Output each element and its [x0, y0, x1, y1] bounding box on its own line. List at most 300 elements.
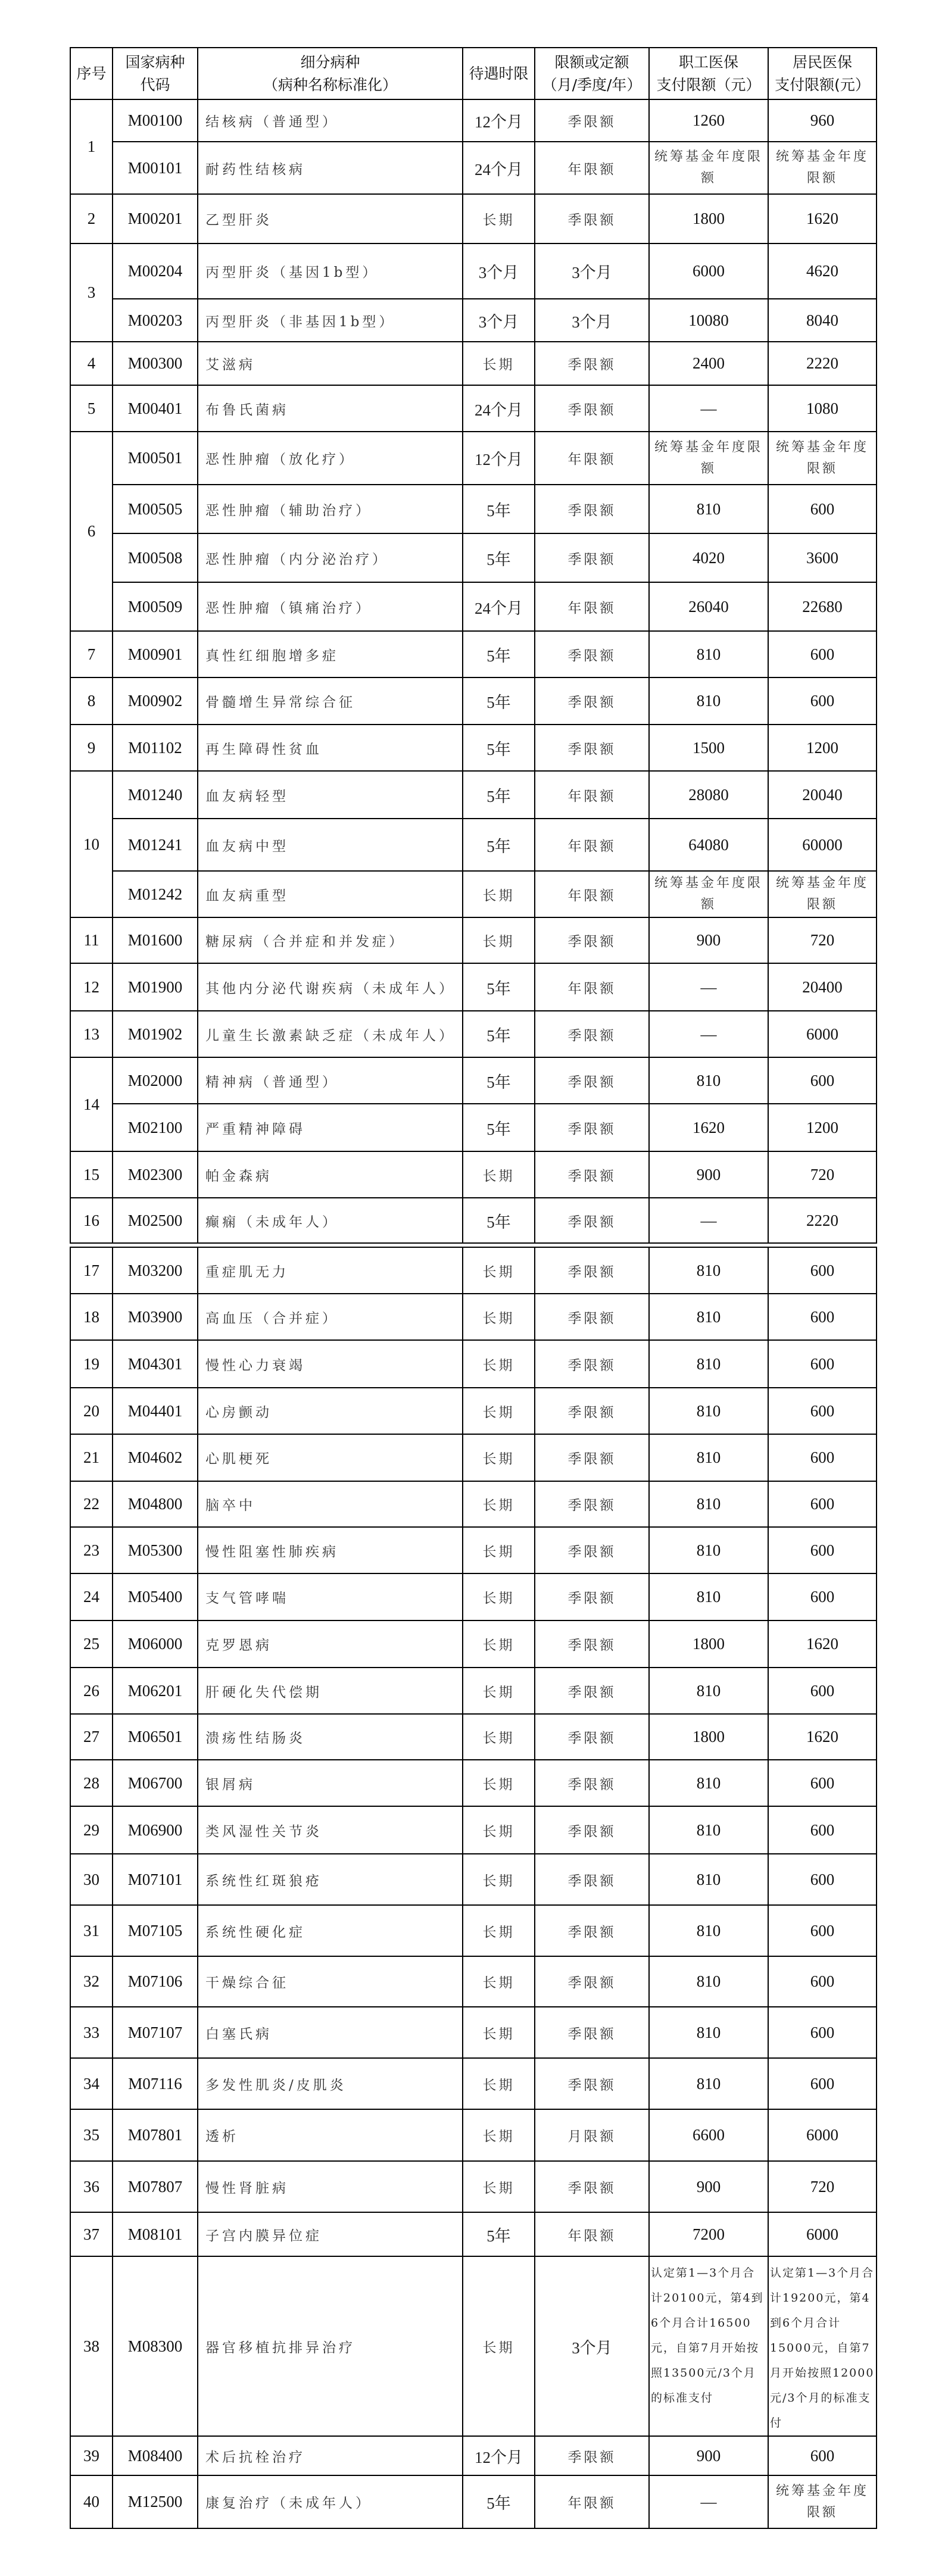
limit-type-cell: 季限额: [535, 1294, 649, 1340]
seq-cell: 9: [70, 725, 113, 771]
disease-name-cell: 帕金森病: [198, 1151, 463, 1198]
period-cell: 长期: [463, 1247, 535, 1294]
employee-limit-cell: 900: [649, 2436, 768, 2475]
limit-type-cell: 年限额: [535, 2212, 649, 2256]
limit-type-cell: 年限额: [535, 963, 649, 1011]
disease-name-cell: 精神病（普通型）: [198, 1057, 463, 1104]
period-cell: 长期: [463, 1434, 535, 1481]
disease-name-cell: 严重精神障碍: [198, 1104, 463, 1151]
seq-cell: 33: [70, 2007, 113, 2058]
table-row: [70, 432, 877, 485]
code-cell: M00902: [113, 677, 198, 725]
employee-limit-cell: 2400: [649, 342, 768, 385]
table-row: [70, 1905, 877, 1956]
code-cell: M06000: [113, 1620, 198, 1668]
code-cell: M01900: [113, 963, 198, 1011]
resident-limit-cell: 600: [768, 1057, 877, 1104]
disease-name-cell: 高血压（合并症）: [198, 1294, 463, 1340]
period-cell: 长期: [463, 1956, 535, 2007]
seq-cell: 11: [70, 917, 113, 963]
period-cell: 5年: [463, 963, 535, 1011]
code-cell: M01241: [113, 819, 198, 871]
resident-limit-cell: 1620: [768, 194, 877, 243]
resident-limit-cell: 6000: [768, 1011, 877, 1057]
table-row: [70, 1573, 877, 1620]
resident-limit-cell: 认定第1—3个月合计19200元，第4到6个月合计15000元，自第7月开始按照12000元/3个月的标准支付: [768, 2256, 877, 2436]
period-cell: 长期: [463, 1527, 535, 1573]
table-row: [70, 2109, 877, 2161]
limit-type-cell: 季限额: [535, 1714, 649, 1760]
seq-cell: 6: [70, 432, 113, 631]
employee-limit-cell: —: [649, 1198, 768, 1243]
resident-limit-cell: 1620: [768, 1620, 877, 1668]
period-cell: 5年: [463, 2475, 535, 2528]
table-row: [70, 299, 877, 342]
resident-limit-cell: 600: [768, 1481, 877, 1527]
employee-limit-cell: —: [649, 963, 768, 1011]
disease-name-cell: 真性红细胞增多症: [198, 631, 463, 677]
resident-limit-cell: 600: [768, 1340, 877, 1388]
limit-type-cell: 季限额: [535, 1668, 649, 1714]
period-cell: 长期: [463, 1573, 535, 1620]
seq-cell: 29: [70, 1806, 113, 1854]
disease-name-cell: 血友病重型: [198, 871, 463, 917]
employee-limit-cell: 810: [649, 1057, 768, 1104]
table-row: [70, 1011, 877, 1057]
employee-limit-cell: 1800: [649, 194, 768, 243]
disease-name-cell: 糖尿病（合并症和并发症）: [198, 917, 463, 963]
resident-limit-cell: 统筹基金年度限额: [768, 871, 877, 917]
table-row: [70, 1294, 877, 1340]
period-cell: 长期: [463, 2161, 535, 2212]
table-row: [70, 1806, 877, 1854]
employee-limit-cell: 810: [649, 631, 768, 677]
code-cell: M00401: [113, 385, 198, 432]
disease-name-cell: 多发性肌炎/皮肌炎: [198, 2058, 463, 2109]
employee-limit-cell: 810: [649, 1527, 768, 1573]
disease-limits-table-page-2: [70, 1247, 877, 2529]
period-cell: 长期: [463, 1294, 535, 1340]
table-row: [70, 871, 877, 917]
resident-limit-cell: 600: [768, 1806, 877, 1854]
table-row: [70, 1198, 877, 1243]
seq-cell: 3: [70, 243, 113, 342]
code-cell: M01102: [113, 725, 198, 771]
code-cell: M04800: [113, 1481, 198, 1527]
limit-type-cell: 3个月: [535, 243, 649, 299]
period-cell: 长期: [463, 917, 535, 963]
seq-cell: 25: [70, 1620, 113, 1668]
resident-limit-cell: 6000: [768, 2109, 877, 2161]
code-cell: M00501: [113, 432, 198, 485]
limit-type-cell: 季限额: [535, 1527, 649, 1573]
period-cell: 5年: [463, 1104, 535, 1151]
disease-name-cell: 再生障碍性贫血: [198, 725, 463, 771]
employee-limit-cell: 810: [649, 485, 768, 533]
limit-type-cell: 年限额: [535, 142, 649, 194]
limit-type-cell: 季限额: [535, 2161, 649, 2212]
disease-name-cell: 银屑病: [198, 1760, 463, 1806]
table-row: [70, 1151, 877, 1198]
limit-type-cell: 季限额: [535, 917, 649, 963]
limit-type-cell: 季限额: [535, 1620, 649, 1668]
disease-name-cell: 脑卒中: [198, 1481, 463, 1527]
resident-limit-cell: 960: [768, 99, 877, 142]
resident-limit-cell: 20400: [768, 963, 877, 1011]
resident-limit-cell: 60000: [768, 819, 877, 871]
limit-type-cell: 季限额: [535, 1760, 649, 1806]
resident-limit-cell: 600: [768, 631, 877, 677]
resident-limit-cell: 600: [768, 2007, 877, 2058]
resident-limit-cell: 600: [768, 1760, 877, 1806]
disease-name-cell: 溃疡性结肠炎: [198, 1714, 463, 1760]
period-cell: 5年: [463, 819, 535, 871]
disease-name-cell: 康复治疗（未成年人）: [198, 2475, 463, 2528]
period-cell: 长期: [463, 1151, 535, 1198]
limit-type-cell: 3个月: [535, 299, 649, 342]
seq-cell: 18: [70, 1294, 113, 1340]
period-cell: 3个月: [463, 299, 535, 342]
period-cell: 长期: [463, 871, 535, 917]
disease-name-cell: 结核病（普通型）: [198, 99, 463, 142]
code-cell: M00300: [113, 342, 198, 385]
code-cell: M08101: [113, 2212, 198, 2256]
resident-limit-cell: 1200: [768, 725, 877, 771]
period-cell: 长期: [463, 1714, 535, 1760]
period-cell: 长期: [463, 1668, 535, 1714]
resident-limit-cell: 8040: [768, 299, 877, 342]
resident-limit-cell: 统筹基金年度限额: [768, 432, 877, 485]
code-cell: M01242: [113, 871, 198, 917]
employee-limit-cell: 810: [649, 1760, 768, 1806]
table-row: [70, 2058, 877, 2109]
employee-limit-cell: 810: [649, 677, 768, 725]
code-cell: M07807: [113, 2161, 198, 2212]
seq-cell: 8: [70, 677, 113, 725]
table-row: [70, 1481, 877, 1527]
period-cell: 12个月: [463, 99, 535, 142]
disease-name-cell: 丙型肝炎（基因1b型）: [198, 243, 463, 299]
seq-cell: 38: [70, 2256, 113, 2436]
limit-type-cell: 季限额: [535, 385, 649, 432]
employee-limit-cell: 1800: [649, 1714, 768, 1760]
table-row: [70, 1854, 877, 1905]
disease-name-cell: 癫痫（未成年人）: [198, 1198, 463, 1243]
seq-cell: 39: [70, 2436, 113, 2475]
employee-limit-cell: —: [649, 385, 768, 432]
period-cell: 12个月: [463, 2436, 535, 2475]
disease-name-cell: 干燥综合征: [198, 1956, 463, 2007]
limit-type-cell: 季限额: [535, 342, 649, 385]
table-row: [70, 2475, 877, 2528]
limit-type-cell: 季限额: [535, 1854, 649, 1905]
table-row: [70, 582, 877, 631]
employee-limit-cell: 统筹基金年度限额: [649, 871, 768, 917]
code-cell: M04401: [113, 1388, 198, 1434]
seq-cell: 32: [70, 1956, 113, 2007]
limit-type-cell: 季限额: [535, 2058, 649, 2109]
limit-type-cell: 年限额: [535, 2475, 649, 2528]
employee-limit-cell: 1620: [649, 1104, 768, 1151]
employee-limit-cell: 810: [649, 1956, 768, 2007]
table-row: [70, 677, 877, 725]
limit-type-cell: 年限额: [535, 871, 649, 917]
resident-limit-cell: 1200: [768, 1104, 877, 1151]
table-row: [70, 1434, 877, 1481]
resident-limit-cell: 600: [768, 2436, 877, 2475]
disease-name-cell: 乙型肝炎: [198, 194, 463, 243]
limit-type-cell: 3个月: [535, 2256, 649, 2436]
period-cell: 5年: [463, 1198, 535, 1243]
header-disease-name: 细分病种 （病种名称标准化）: [198, 48, 463, 99]
code-cell: M00509: [113, 582, 198, 631]
seq-cell: 1: [70, 99, 113, 194]
limit-type-cell: 年限额: [535, 819, 649, 871]
header-resident-limit: 居民医保 支付限额(元）: [768, 48, 877, 99]
resident-limit-cell: 600: [768, 2058, 877, 2109]
limit-type-cell: 季限额: [535, 99, 649, 142]
employee-limit-cell: 810: [649, 1905, 768, 1956]
resident-limit-cell: 4620: [768, 243, 877, 299]
period-cell: 长期: [463, 342, 535, 385]
table-row: [70, 99, 877, 142]
limit-type-cell: 季限额: [535, 1573, 649, 1620]
disease-name-cell: 恶性肿瘤（内分泌治疗）: [198, 533, 463, 582]
resident-limit-cell: 600: [768, 1247, 877, 1294]
code-cell: M02100: [113, 1104, 198, 1151]
employee-limit-cell: 1800: [649, 1620, 768, 1668]
seq-cell: 4: [70, 342, 113, 385]
disease-name-cell: 类风湿性关节炎: [198, 1806, 463, 1854]
period-cell: 长期: [463, 2007, 535, 2058]
code-cell: M05300: [113, 1527, 198, 1573]
code-cell: M08300: [113, 2256, 198, 2436]
resident-limit-cell: 1080: [768, 385, 877, 432]
disease-name-cell: 白塞氏病: [198, 2007, 463, 2058]
employee-limit-cell: 810: [649, 1806, 768, 1854]
employee-limit-cell: 810: [649, 2058, 768, 2109]
table-row: [70, 1668, 877, 1714]
limit-type-cell: 年限额: [535, 582, 649, 631]
resident-limit-cell: 600: [768, 1854, 877, 1905]
period-cell: 5年: [463, 631, 535, 677]
period-cell: 12个月: [463, 432, 535, 485]
table-row: [70, 1620, 877, 1668]
header-period: 待遇时限: [463, 48, 535, 99]
disease-name-cell: 支气管哮喘: [198, 1573, 463, 1620]
resident-limit-cell: 2220: [768, 1198, 877, 1243]
seq-cell: 23: [70, 1527, 113, 1573]
disease-name-cell: 艾滋病: [198, 342, 463, 385]
period-cell: 长期: [463, 1905, 535, 1956]
employee-limit-cell: 28080: [649, 771, 768, 819]
seq-cell: 37: [70, 2212, 113, 2256]
code-cell: M00204: [113, 243, 198, 299]
period-cell: 5年: [463, 677, 535, 725]
period-cell: 5年: [463, 771, 535, 819]
disease-name-cell: 恶性肿瘤（镇痛治疗）: [198, 582, 463, 631]
period-cell: 24个月: [463, 385, 535, 432]
code-cell: M03900: [113, 1294, 198, 1340]
limit-type-cell: 年限额: [535, 432, 649, 485]
table-row: [70, 1340, 877, 1388]
limit-type-cell: 季限额: [535, 1151, 649, 1198]
limit-type-cell: 季限额: [535, 677, 649, 725]
employee-limit-cell: 认定第1—3个月合计20100元，第4到6个月合计16500元，自第7月开始按照13500元/3个月的标准支付: [649, 2256, 768, 2436]
seq-cell: 21: [70, 1434, 113, 1481]
code-cell: M01240: [113, 771, 198, 819]
disease-name-cell: 儿童生长激素缺乏症（未成年人）: [198, 1011, 463, 1057]
header-employee-limit: 职工医保 支付限额（元）: [649, 48, 768, 99]
resident-limit-cell: 600: [768, 1668, 877, 1714]
period-cell: 长期: [463, 2109, 535, 2161]
period-cell: 3个月: [463, 243, 535, 299]
table-row: [70, 243, 877, 299]
table-row: [70, 1247, 877, 1294]
resident-limit-cell: 统筹基金年度限额: [768, 142, 877, 194]
resident-limit-cell: 600: [768, 1294, 877, 1340]
disease-name-cell: 恶性肿瘤（放化疗）: [198, 432, 463, 485]
employee-limit-cell: 6000: [649, 243, 768, 299]
code-cell: M02500: [113, 1198, 198, 1243]
seq-cell: 2: [70, 194, 113, 243]
employee-limit-cell: 810: [649, 1668, 768, 1714]
code-cell: M07801: [113, 2109, 198, 2161]
code-cell: M01902: [113, 1011, 198, 1057]
resident-limit-cell: 600: [768, 1573, 877, 1620]
table-row: [70, 194, 877, 243]
employee-limit-cell: 810: [649, 1247, 768, 1294]
resident-limit-cell: 600: [768, 1388, 877, 1434]
table-row: [70, 1057, 877, 1104]
disease-name-cell: 耐药性结核病: [198, 142, 463, 194]
employee-limit-cell: 10080: [649, 299, 768, 342]
limit-type-cell: 季限额: [535, 1057, 649, 1104]
seq-cell: 22: [70, 1481, 113, 1527]
period-cell: 长期: [463, 2058, 535, 2109]
period-cell: 长期: [463, 1806, 535, 1854]
table-row: [70, 385, 877, 432]
code-cell: M02000: [113, 1057, 198, 1104]
seq-cell: 15: [70, 1151, 113, 1198]
seq-cell: 24: [70, 1573, 113, 1620]
table-row: [70, 1388, 877, 1434]
disease-name-cell: 克罗恩病: [198, 1620, 463, 1668]
table-row: [70, 2007, 877, 2058]
employee-limit-cell: 1260: [649, 99, 768, 142]
code-cell: M00100: [113, 99, 198, 142]
seq-cell: 16: [70, 1198, 113, 1243]
resident-limit-cell: 统筹基金年度限额: [768, 2475, 877, 2528]
code-cell: M05400: [113, 1573, 198, 1620]
disease-name-cell: 血友病中型: [198, 819, 463, 871]
period-cell: 长期: [463, 2256, 535, 2436]
limit-type-cell: 季限额: [535, 725, 649, 771]
employee-limit-cell: 810: [649, 1481, 768, 1527]
resident-limit-cell: 3600: [768, 533, 877, 582]
limit-type-cell: 年限额: [535, 771, 649, 819]
employee-limit-cell: 统筹基金年度限额: [649, 142, 768, 194]
disease-name-cell: 系统性硬化症: [198, 1905, 463, 1956]
code-cell: M00508: [113, 533, 198, 582]
table-row: [70, 2436, 877, 2475]
limit-type-cell: 季限额: [535, 2436, 649, 2475]
employee-limit-cell: 1500: [649, 725, 768, 771]
seq-cell: 5: [70, 385, 113, 432]
disease-name-cell: 骨髓增生异常综合征: [198, 677, 463, 725]
disease-name-cell: 器官移植抗排异治疗: [198, 2256, 463, 2436]
limit-type-cell: 季限额: [535, 1434, 649, 1481]
resident-limit-cell: 720: [768, 917, 877, 963]
disease-name-cell: 肝硬化失代偿期: [198, 1668, 463, 1714]
code-cell: M07106: [113, 1956, 198, 2007]
disease-name-cell: 心肌梗死: [198, 1434, 463, 1481]
resident-limit-cell: 1620: [768, 1714, 877, 1760]
resident-limit-cell: 600: [768, 1527, 877, 1573]
disease-name-cell: 布鲁氏菌病: [198, 385, 463, 432]
seq-cell: 36: [70, 2161, 113, 2212]
table-row: [70, 1527, 877, 1573]
limit-type-cell: 季限额: [535, 533, 649, 582]
table-row: [70, 142, 877, 194]
employee-limit-cell: 26040: [649, 582, 768, 631]
resident-limit-cell: 6000: [768, 2212, 877, 2256]
resident-limit-cell: 2220: [768, 342, 877, 385]
limit-type-cell: 季限额: [535, 1956, 649, 2007]
disease-name-cell: 术后抗栓治疗: [198, 2436, 463, 2475]
disease-name-cell: 子宫内膜异位症: [198, 2212, 463, 2256]
code-cell: M07116: [113, 2058, 198, 2109]
seq-cell: 34: [70, 2058, 113, 2109]
table-row: [70, 1956, 877, 2007]
code-cell: M03200: [113, 1247, 198, 1294]
employee-limit-cell: 810: [649, 1854, 768, 1905]
employee-limit-cell: 4020: [649, 533, 768, 582]
code-cell: M06700: [113, 1760, 198, 1806]
disease-name-cell: 重症肌无力: [198, 1247, 463, 1294]
table-row: [70, 533, 877, 582]
disease-name-cell: 血友病轻型: [198, 771, 463, 819]
seq-cell: 14: [70, 1057, 113, 1151]
code-cell: M01600: [113, 917, 198, 963]
seq-cell: 17: [70, 1247, 113, 1294]
code-cell: M07101: [113, 1854, 198, 1905]
period-cell: 5年: [463, 533, 535, 582]
seq-cell: 28: [70, 1760, 113, 1806]
period-cell: 长期: [463, 194, 535, 243]
period-cell: 长期: [463, 1388, 535, 1434]
code-cell: M06900: [113, 1806, 198, 1854]
employee-limit-cell: 900: [649, 1151, 768, 1198]
employee-limit-cell: 64080: [649, 819, 768, 871]
limit-type-cell: 季限额: [535, 194, 649, 243]
limit-type-cell: 季限额: [535, 1388, 649, 1434]
period-cell: 5年: [463, 1057, 535, 1104]
seq-cell: 30: [70, 1854, 113, 1905]
code-cell: M00201: [113, 194, 198, 243]
disease-name-cell: 心房颤动: [198, 1388, 463, 1434]
limit-type-cell: 季限额: [535, 1340, 649, 1388]
resident-limit-cell: 600: [768, 1905, 877, 1956]
seq-cell: 20: [70, 1388, 113, 1434]
period-cell: 长期: [463, 1854, 535, 1905]
code-cell: M00901: [113, 631, 198, 677]
code-cell: M04602: [113, 1434, 198, 1481]
code-cell: M02300: [113, 1151, 198, 1198]
limit-type-cell: 季限额: [535, 1905, 649, 1956]
table-header-row: [70, 48, 877, 99]
period-cell: 长期: [463, 1481, 535, 1527]
